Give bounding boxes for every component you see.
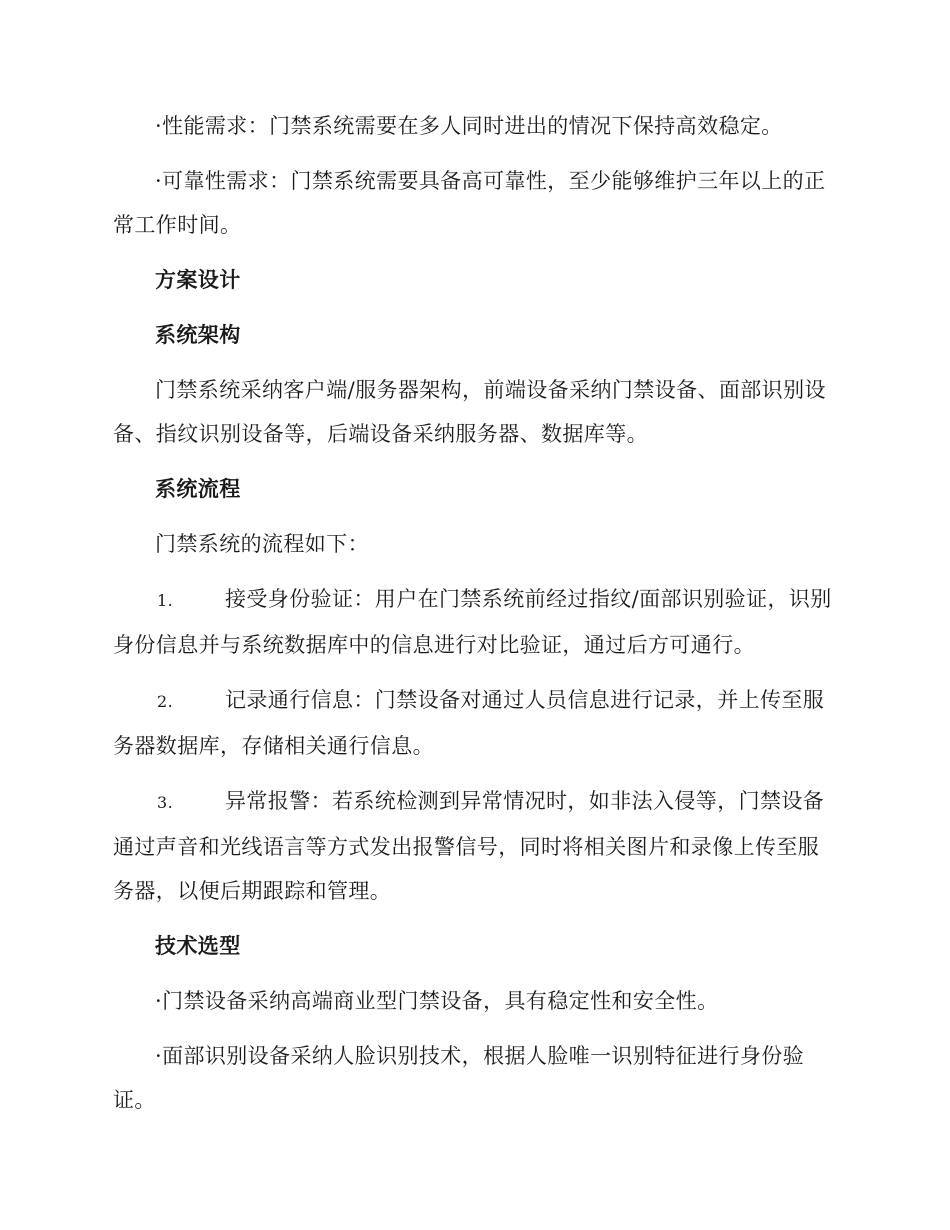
- paragraph-reliability-requirement: ·可靠性需求：门禁系统需要具备高可靠性，至少能够维护三年以上的正常工作时间。: [113, 169, 826, 237]
- document-page: [113, 104, 838, 1133]
- paragraph-access-device: ·门禁设备采纳高端商业型门禁设备，具有稳定性和安全性。: [155, 989, 719, 1013]
- list-number: 3.: [157, 793, 174, 812]
- list-item-step-3: [113, 779, 838, 913]
- list-item-text: 接受身份验证：用户在门禁系统前经过指纹/面部识别验证，识别身份信息并与系统数据库中的信息进行对比验证，通过后方可通行。: [113, 587, 832, 657]
- list-item-text: 异常报警：若系统检测到异常情况时，如非法入侵等，门禁设备通过声音和光线语言等方式发出报警信号，同时将相关图片和录像上传至服务器，以便后期跟踪和管理。: [113, 789, 825, 903]
- heading-system-flow: 系统流程: [155, 476, 241, 501]
- list-item-text: 记录通行信息：门禁设备对通过人员信息进行记录，并上传至服务器数据库，存储相关通行信息。: [113, 688, 825, 758]
- list-item-step-2: [113, 678, 838, 768]
- heading-solution-design: 方案设计: [155, 267, 241, 292]
- heading-technology-selection: 技术选型: [155, 933, 241, 958]
- paragraph-face-recognition: ·面部识别设备采纳人脸识别技术，根据人脸唯一识别特征进行身份验证。: [113, 1044, 805, 1112]
- list-number: 2.: [157, 692, 174, 711]
- paragraph-architecture: 门禁系统采纳客户端/服务器架构，前端设备采纳门禁设备、面部识别设备、指纹识别设备等，后端设备采纳服务器、数据库等。: [113, 378, 826, 446]
- list-item-step-1: [113, 577, 838, 667]
- paragraph-flow-intro: 门禁系统的流程如下：: [155, 532, 369, 556]
- paragraph-performance-requirement: ·性能需求：门禁系统需要在多人同时进出的情况下保持高效稳定。: [155, 114, 783, 138]
- list-number: 1.: [157, 591, 174, 610]
- heading-system-architecture: 系统架构: [155, 322, 241, 347]
